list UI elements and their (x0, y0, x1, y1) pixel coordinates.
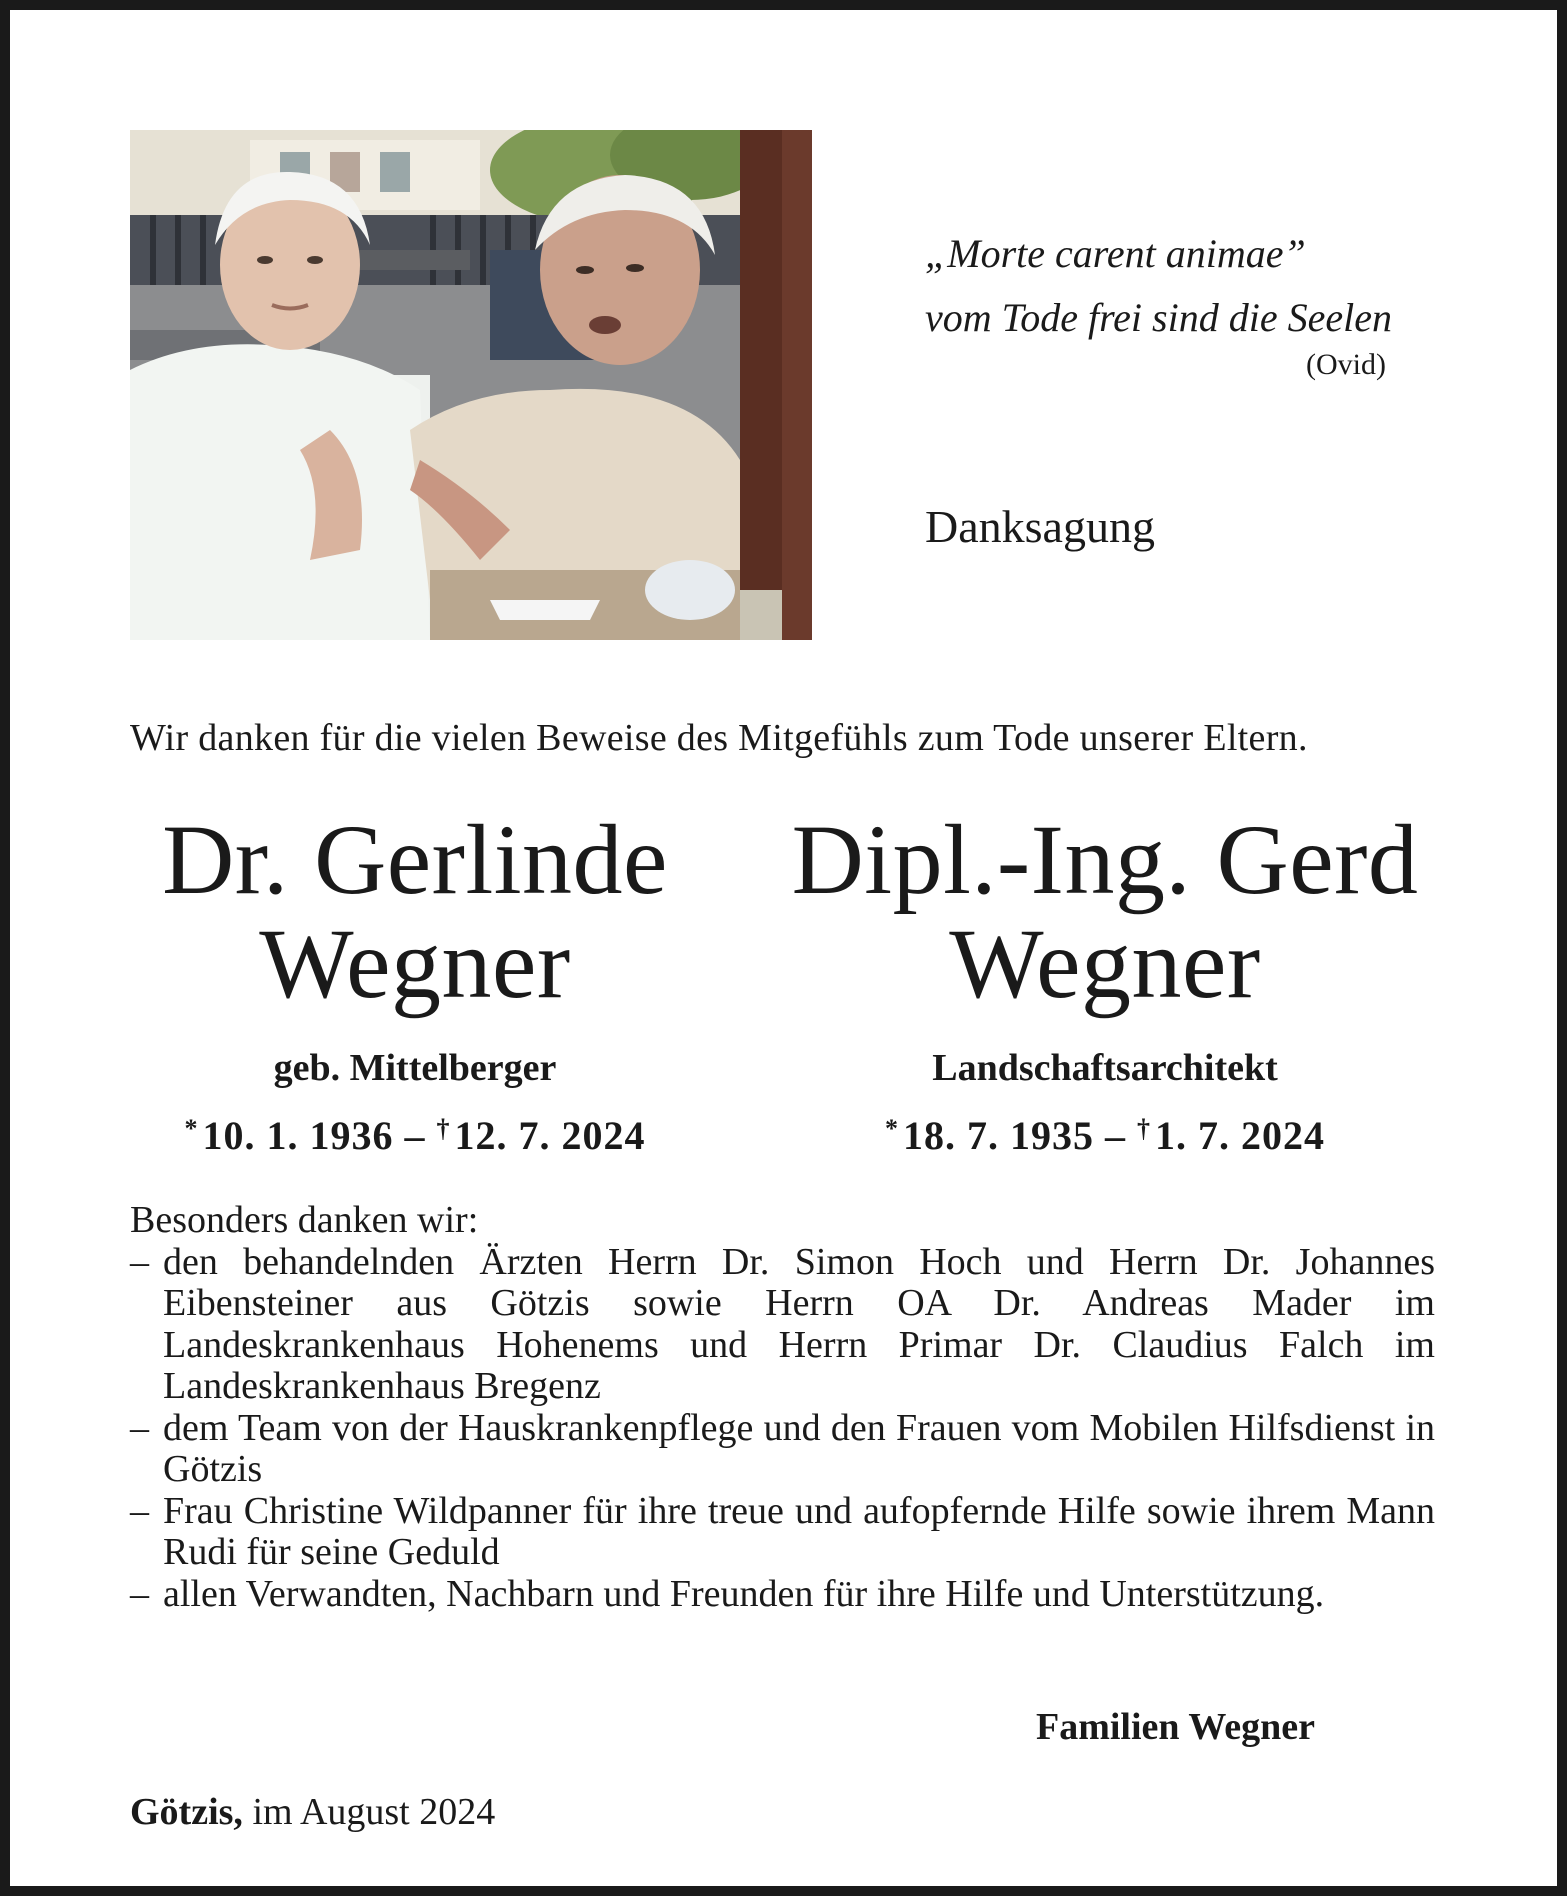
date-separator: – (404, 1113, 426, 1158)
died-date: 1. 7. 2024 (1155, 1113, 1325, 1158)
list-item: – allen Verwandten, Nachbarn und Freunden für ihre Hilfe und Unterstützung. (130, 1574, 1435, 1616)
died-mark: † (436, 1114, 451, 1143)
person-dates (110, 1112, 720, 1159)
thanks-lead: Besonders danken wir: (130, 1199, 479, 1241)
place-date-text: im August 2024 (252, 1791, 496, 1833)
name-line-1: Dipl.-Ing. Gerd (791, 804, 1419, 915)
quote-latin: „Morte carent animae” (925, 231, 1306, 276)
person-name (110, 804, 720, 1019)
signoff: Familien Wegner (1036, 1706, 1315, 1748)
name-line-2: Wegner (949, 908, 1261, 1019)
name-line-1: Dr. Gerlinde (162, 804, 668, 915)
person-subtitle: geb. Mittelberger (273, 1047, 557, 1089)
born-mark: * (184, 1114, 199, 1143)
name-line-2: Wegner (259, 908, 571, 1019)
person-dates (745, 1112, 1465, 1159)
place-town: Götzis, (130, 1791, 243, 1833)
intro-text: Wir danken für die vielen Beweise des Mitgefühls zum Tode unserer Eltern. (130, 717, 1308, 759)
person-subtitle: Landschaftsarchitekt (932, 1047, 1278, 1089)
person-name (745, 804, 1465, 1019)
place-date (130, 1790, 495, 1834)
born-date: 18. 7. 1935 (903, 1113, 1094, 1158)
list-item: – den behandelnden Ärzten Herrn Dr. Simon Hoch und Herrn Dr. Johannes Eibensteiner aus Götzis sowie Herrn OA Dr. Andreas Mader im Landeskrankenhaus Hohenems und Herrn Primar Dr. Claudius Falch im Landeskrankenhaus Bregenz (130, 1242, 1435, 1408)
list-item: – dem Team von der Hauskrankenpflege und den Frauen vom Mobilen Hilfsdienst in Götzis (130, 1408, 1435, 1491)
quote-source: (Ovid) (1306, 348, 1386, 381)
couple-photo (130, 130, 812, 640)
born-date: 10. 1. 1936 (202, 1113, 394, 1158)
date-separator: – (1105, 1113, 1126, 1158)
list-item: – Frau Christine Wildpanner für ihre treue und aufopfernde Hilfe sowie ihrem Mann Rudi für seine Geduld (130, 1491, 1435, 1574)
died-mark: † (1137, 1114, 1151, 1143)
died-date: 12. 7. 2024 (454, 1113, 646, 1158)
quote-german: vom Tode frei sind die Seelen (925, 295, 1392, 340)
thanks-list (130, 1242, 1435, 1616)
epigraph-quote (925, 222, 1392, 350)
thanks-section (130, 1200, 1435, 1615)
notice-heading: Danksagung (925, 501, 1155, 552)
born-mark: * (885, 1114, 899, 1143)
